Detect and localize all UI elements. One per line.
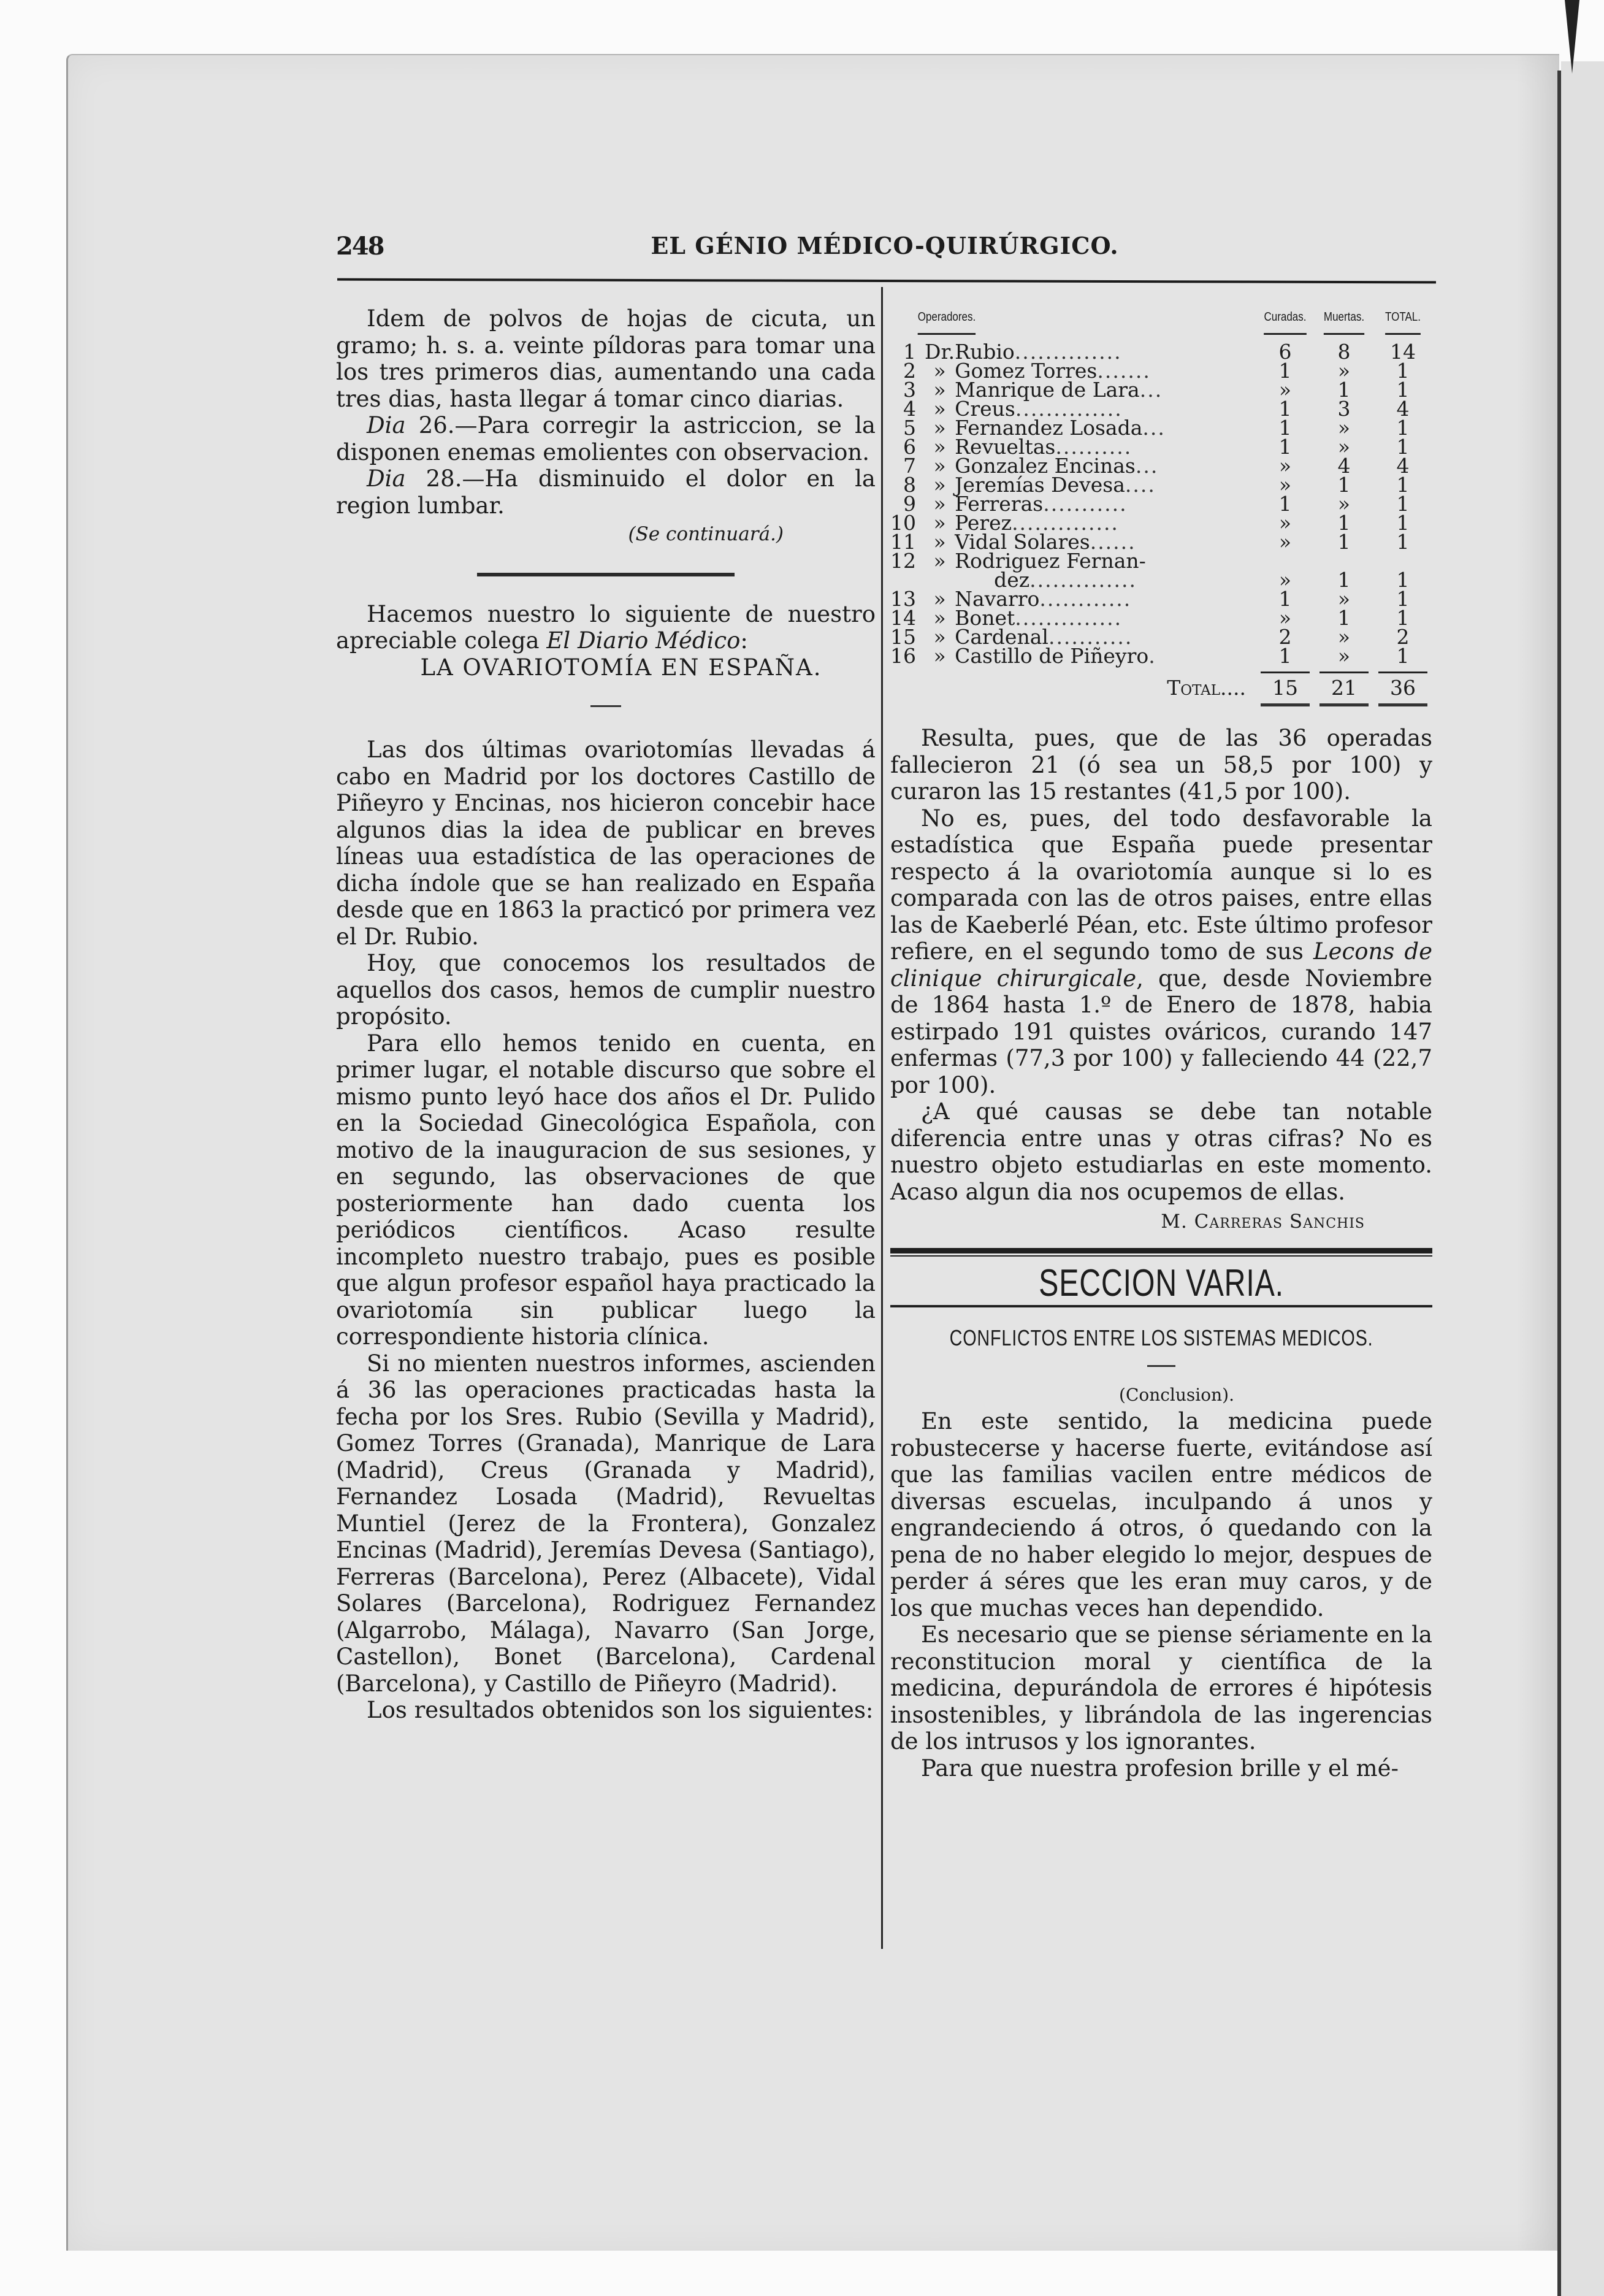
dead-count: » xyxy=(1337,587,1351,611)
total-count: 14 xyxy=(1390,340,1416,364)
separator-rule xyxy=(477,573,735,576)
cured-count: 6 xyxy=(1278,340,1292,364)
row-number: 13 xyxy=(890,587,916,611)
operator-prefix: » xyxy=(933,606,946,630)
dia-26-text: 26.—Para corregir la astriccion, se la disponen enemas emolientes con observacion. xyxy=(336,412,876,465)
book-title: Lecons de clinique chirurgicale xyxy=(890,938,1432,992)
header-cured-label: Curadas. xyxy=(1264,308,1307,335)
cured-count: » xyxy=(1278,511,1292,535)
operator-name-continuation-text: dez xyxy=(994,568,1030,592)
sum-rule xyxy=(1378,672,1427,673)
title-dash xyxy=(590,705,621,707)
leader-dots: .............. xyxy=(1012,511,1119,535)
total-count: 1 xyxy=(1396,530,1410,554)
leader-dots: .............. xyxy=(1015,606,1123,630)
row-number: 16 xyxy=(890,644,916,668)
left-column xyxy=(336,305,876,1724)
leader-dots: ........... xyxy=(1043,492,1128,516)
operator-prefix: » xyxy=(933,511,946,535)
leader-dots: ...... xyxy=(1090,530,1136,554)
intro-paragraph xyxy=(336,601,876,654)
operator-name-text: Rubio xyxy=(955,340,1015,364)
total-count: 1 xyxy=(1396,568,1410,592)
cured-count: 1 xyxy=(1278,492,1292,516)
dead-count: » xyxy=(1337,644,1351,668)
operator-prefix: » xyxy=(933,625,946,649)
operator-name-text: Gonzalez Encinas xyxy=(955,454,1136,478)
operator-name-text: Gomez Torres xyxy=(955,359,1098,383)
leader-dots: ........... xyxy=(1048,625,1133,649)
leader-dots: ....... xyxy=(1097,359,1151,383)
paragraph-question: ¿A qué causas se debe tan notable diferencia entre unas y otras cifras? No es nuestro objeto estudiarlas en este momento. Acaso algun dia nos ocupemos de ellas. xyxy=(890,1098,1432,1205)
author-signature: M. Carreras Sanchis xyxy=(1161,1211,1365,1233)
dead-count: » xyxy=(1337,359,1351,383)
operator-name-text: Manrique de Lara xyxy=(955,378,1140,402)
cured-count: » xyxy=(1278,568,1292,592)
row-number: 5 xyxy=(903,416,916,440)
pean-text-before: No es, pues, del todo desfavorable la estadística que España puede presentar respecto á la ovariotomía aunque si lo es comparada con las de otros paises, entre ellas las de Kaeberlé Péan, etc. Este último profesor refiere, en el segundo tomo de sus xyxy=(890,805,1432,965)
operator-name-text: Jeremías Devesa xyxy=(955,473,1125,497)
dead-count: 1 xyxy=(1337,511,1351,535)
total-count: 1 xyxy=(1396,587,1410,611)
leader-dots: .............. xyxy=(1029,568,1137,592)
leader-dots: .............. xyxy=(1014,340,1122,364)
paragraph-dia-28 xyxy=(336,465,876,519)
total-cured: 15 xyxy=(1272,676,1298,700)
row-number: 6 xyxy=(903,435,916,459)
row-number: 11 xyxy=(890,530,916,554)
dead-count: 1 xyxy=(1337,473,1351,497)
adjacent-page-edge xyxy=(1561,61,1604,2296)
section-rule-thick xyxy=(890,1248,1432,1253)
article-title: LA OVARIOTOMÍA EN ESPAÑA. xyxy=(420,654,822,681)
section-article-title: CONFLICTOS ENTRE LOS SISTEMAS MEDICOS. xyxy=(949,1325,1373,1350)
ovariotomy-results-table xyxy=(890,305,1432,706)
operator-name-text: Cardenal xyxy=(955,625,1048,649)
dead-count: 1 xyxy=(1337,606,1351,630)
row-number: 1 xyxy=(903,340,916,364)
totals-row xyxy=(890,678,1432,697)
total-count: 4 xyxy=(1396,397,1410,421)
row-number: 7 xyxy=(903,454,916,478)
table-row xyxy=(890,551,1432,570)
header-dead xyxy=(1319,305,1369,342)
header-operators-label: Operadores. xyxy=(918,308,976,335)
cured-count: » xyxy=(1278,378,1292,402)
paragraph: En este sentido, la medicina puede robustecerse y hacerse fuerte, evitándose así que las familias vacilen entre médicos de diversas escuelas, inculpando á unos y engrandeciendo á otros, ó quedando con la pena de no haber elegido lo mejor, despues de perder á séres que les eran muy caros, y de los que muchas veces han dependido. xyxy=(890,1408,1432,1621)
total-count: 1 xyxy=(1396,606,1410,630)
leader-dots: . xyxy=(1148,644,1156,668)
dead-count: » xyxy=(1337,625,1351,649)
paragraph: Para ello hemos tenido en cuenta, en primer lugar, el notable discurso que sobre el mismo punto leyó hace dos años el Dr. Pulido en la Sociedad Ginecológica Española, con motivo de la inauguracion de sus sesiones, y en segundo, las observaciones de que posteriormente han dado cuenta los periódicos científicos. Acaso resulte incompleto nuestro trabajo, pues es posible que algun profesor español haya practicado la ovariotomía sin publicar luego la correspondiente historia clínica. xyxy=(336,1030,876,1350)
dead-count: 4 xyxy=(1337,454,1351,478)
dead-count: 1 xyxy=(1337,530,1351,554)
page-number: 248 xyxy=(336,232,384,261)
row-number: 12 xyxy=(890,549,916,573)
operator-name-text: Ferreras xyxy=(955,492,1044,516)
table-body xyxy=(890,340,1432,668)
operator-name-text: Fernandez Losada xyxy=(955,416,1143,440)
cured-count: » xyxy=(1278,454,1292,478)
intro-text: Hacemos nuestro lo siguiente de nuestro apreciable colega xyxy=(336,600,876,654)
header-total xyxy=(1378,305,1428,342)
totals-label: Total.... xyxy=(1167,676,1246,700)
row-number: 8 xyxy=(903,473,916,497)
total-count: 1 xyxy=(1396,492,1410,516)
leader-dots: .... xyxy=(1125,473,1156,497)
cured-count: 1 xyxy=(1278,416,1292,440)
title-dash xyxy=(1147,1365,1175,1367)
dead-count: 3 xyxy=(1337,397,1351,421)
operator-name-text: Vidal Solares xyxy=(955,530,1090,554)
source-journal: El Diario Médico xyxy=(546,627,741,654)
right-column xyxy=(890,305,1432,1781)
continuation-note: (Se continuará.) xyxy=(628,523,784,545)
paragraph: Para que nuestra profesion brille y el mé- xyxy=(921,1755,1399,1781)
paragraph: Hoy, que conocemos los resultados de aquellos dos casos, hemos de cumplir nuestro propósito. xyxy=(336,950,876,1030)
operator-prefix: » xyxy=(933,378,946,402)
cured-count: » xyxy=(1278,473,1292,497)
leader-dots: ............ xyxy=(1039,587,1132,611)
leader-dots: ... xyxy=(1139,378,1163,402)
dia-label: Dia xyxy=(367,465,406,492)
cured-count: 1 xyxy=(1278,644,1292,668)
binding-gutter-tip xyxy=(1565,0,1579,74)
row-number: 15 xyxy=(890,625,916,649)
binding-gutter xyxy=(1557,71,1561,2296)
cured-count: 1 xyxy=(1278,397,1292,421)
cured-count: 1 xyxy=(1278,435,1292,459)
operator-name-text: Navarro xyxy=(955,587,1040,611)
journal-title: EL GÉNIO MÉDICO-QUIRÚRGICO. xyxy=(651,232,1119,259)
paragraph: Las dos últimas ovariotomías llevadas á cabo en Madrid por los doctores Castillo de Piñeyro y Encinas, nos hicieron concebir hace algunos dias la idea de publicar en breves líneas uua estadística de las operaciones de dicha índole que se han realizado en España desde que en 1863 la practicó por primera vez el Dr. Rubio. xyxy=(336,737,876,950)
operator-prefix: Dr. xyxy=(925,340,955,364)
sum-rule xyxy=(1261,672,1310,673)
operator-name xyxy=(955,644,1256,668)
row-number: 10 xyxy=(890,511,916,535)
paragraph-results: Resulta, pues, que de las 36 operadas fallecieron 21 (ó sea un 58,5 por 100) y curaron las 15 restantes (41,5 por 100). xyxy=(890,725,1432,805)
operator-prefix: » xyxy=(933,644,946,668)
cured-count: 1 xyxy=(1278,359,1292,383)
dia-28-text: 28.—Ha disminuido el dolor en la region lumbar. xyxy=(336,465,876,519)
cured-count: » xyxy=(1278,606,1292,630)
operator-prefix: » xyxy=(933,397,946,421)
header-total-label: TOTAL. xyxy=(1385,308,1421,335)
total-count: 1 xyxy=(1396,644,1410,668)
section-title: SECCION VARIA. xyxy=(1039,1261,1284,1304)
header-cured xyxy=(1260,305,1310,342)
dead-count: 8 xyxy=(1337,340,1351,364)
operator-prefix: » xyxy=(933,454,946,478)
section-rule-thin xyxy=(890,1255,1432,1257)
header-dead-label: Muertas. xyxy=(1324,308,1364,335)
dead-count: » xyxy=(1337,416,1351,440)
column-divider xyxy=(881,287,883,1949)
dead-count: 1 xyxy=(1337,378,1351,402)
total-count: 4 xyxy=(1396,454,1410,478)
operator-name-text: Bonet xyxy=(955,606,1015,630)
running-head xyxy=(336,232,1434,269)
paragraph: Los resultados obtenidos son los siguientes: xyxy=(367,1697,874,1723)
intro-tail: : xyxy=(740,627,748,654)
double-rule xyxy=(1319,703,1369,706)
double-rule xyxy=(1261,703,1310,706)
pean-text-after: , que, desde Noviembre de 1864 hasta 1.º de Enero de 1878, habia estirpado 191 quistes ováricos, curando 147 enfermas (77,3 por 100) y falleciendo 44 (22,7 por 100). xyxy=(890,965,1433,1098)
operator-prefix: » xyxy=(933,492,946,516)
header-operators xyxy=(918,305,1229,342)
operator-prefix: » xyxy=(933,416,946,440)
dia-label: Dia xyxy=(367,412,406,438)
row-number: 3 xyxy=(903,378,916,402)
operator-prefix: » xyxy=(933,530,946,554)
section-rule-bottom xyxy=(890,1305,1432,1307)
dead-count: » xyxy=(1337,435,1351,459)
total-count: 1 xyxy=(1396,416,1410,440)
dead-count: 1 xyxy=(1337,568,1351,592)
total-count: 1 xyxy=(1396,473,1410,497)
operator-prefix: » xyxy=(933,587,946,611)
leader-dots: ... xyxy=(1135,454,1159,478)
total-dead: 21 xyxy=(1331,676,1357,700)
row-number: 2 xyxy=(903,359,916,383)
row-number: 4 xyxy=(903,397,916,421)
total-all: 36 xyxy=(1390,676,1416,700)
operator-name-text: Perez xyxy=(955,511,1012,535)
total-count: 1 xyxy=(1396,359,1410,383)
total-count: 1 xyxy=(1396,511,1410,535)
paragraph-pean xyxy=(890,805,1432,1099)
conclusion-note: (Conclusion). xyxy=(1119,1384,1234,1405)
leader-dots: ... xyxy=(1142,416,1166,440)
table-header-row xyxy=(890,305,1432,342)
operator-name-text: Rodriguez Fernan- xyxy=(955,549,1146,573)
cured-count: 2 xyxy=(1278,625,1292,649)
paragraph: Es necesario que se piense sériamente en la reconstitucion moral y científica de la medicina, depurándola de errores é hipótesis insostenibles, y librándola de las ingerencias de los intrusos y los ignorantes. xyxy=(890,1621,1432,1755)
paragraph-dia-26 xyxy=(336,412,876,465)
leader-dots: .............. xyxy=(1015,397,1123,421)
cured-count: » xyxy=(1278,530,1292,554)
operator-prefix: » xyxy=(933,473,946,497)
total-count: 1 xyxy=(1396,435,1410,459)
operator-name-text: Revueltas xyxy=(955,435,1056,459)
operator-prefix: » xyxy=(933,549,946,573)
row-number: 14 xyxy=(890,606,916,630)
paragraph-cicuta: Idem de polvos de hojas de cicuta, un gramo; h. s. a. veinte píldoras para tomar una los tres primeros dias, aumentando una cada tres dias, hasta llegar á tomar cinco diarias. xyxy=(336,305,876,412)
operator-prefix: » xyxy=(933,359,946,383)
dead-count: » xyxy=(1337,492,1351,516)
paragraph: Si no mienten nuestros informes, ascienden á 36 las operaciones practicadas hasta la fecha por los Sres. Rubio (Sevilla y Madrid), Gomez Torres (Granada), Manrique de Lara (Madrid), Creus (Granada y Madrid), Fernandez Losada (Madrid), Revueltas Muntiel (Jerez de la Frontera), Gonzalez Encinas (Madrid), Jeremías Devesa (Santiago), Ferreras (Barcelona), Perez (Albacete), Vidal Solares (Barcelona), Rodriguez Fernandez (Algarrobo, Málaga), Navarro (San Jorge, Castellon), Bonet (Barcelona), Cardenal (Barcelona), y Castillo de Piñeyro (Madrid). xyxy=(336,1350,876,1697)
operator-name-text: Castillo de Piñeyro xyxy=(955,644,1149,668)
leader-dots: .......... xyxy=(1055,435,1132,459)
total-count: 1 xyxy=(1396,378,1410,402)
operator-name-text: Creus xyxy=(955,397,1015,421)
operator-prefix: » xyxy=(933,435,946,459)
sum-rule xyxy=(1319,672,1369,673)
row-number: 9 xyxy=(903,492,916,516)
total-count: 2 xyxy=(1396,625,1410,649)
double-rule xyxy=(1378,703,1427,706)
table-row xyxy=(890,646,1432,665)
cured-count: 1 xyxy=(1278,587,1292,611)
